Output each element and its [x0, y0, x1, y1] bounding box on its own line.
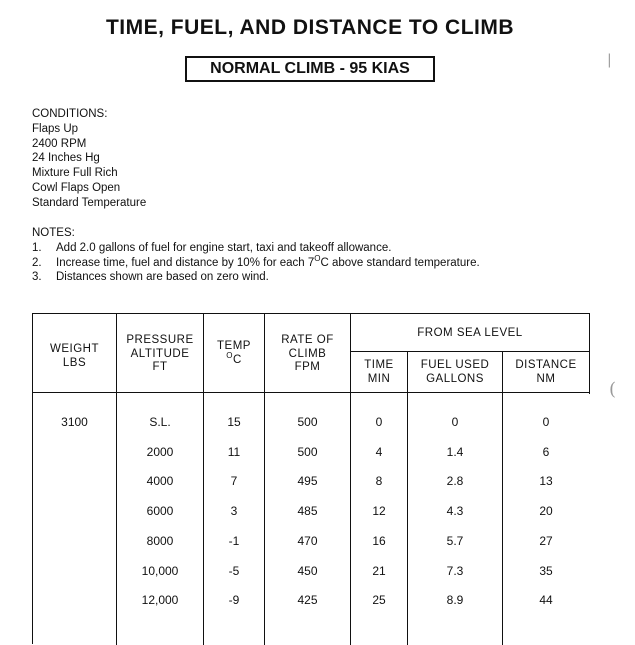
cell-temp: 3 — [230, 504, 238, 519]
cell-roc: 500 — [297, 415, 318, 429]
header-temp-line: TEMP — [217, 340, 251, 352]
condition-item: Flaps Up — [32, 122, 79, 135]
note-item — [32, 253, 480, 271]
header-pressure-line: FT — [152, 361, 168, 373]
header-temp-unit — [204, 350, 264, 368]
cell-time: 25 — [372, 593, 386, 608]
page-title: TIME, FUEL, AND DISTANCE TO CLIMB — [105, 16, 515, 39]
header-weight-line: WEIGHT — [50, 343, 99, 355]
degree-mark: O — [226, 350, 233, 360]
cell-temp: 7 — [230, 474, 238, 489]
header-rate-of-climb — [265, 334, 350, 375]
cell-temp: 15 — [227, 415, 241, 429]
cell-alt: 8000 — [146, 533, 174, 548]
header-from-sea-level: FROM SEA LEVEL — [417, 327, 523, 339]
header-roc-line: CLIMB — [288, 347, 327, 360]
cell-alt: 10,000 — [141, 563, 179, 578]
margin-mark: ( — [609, 379, 617, 400]
cell-time: 21 — [372, 563, 386, 578]
cell-roc: 425 — [297, 593, 318, 608]
note-text: Distances shown are based on zero wind. — [56, 271, 269, 284]
cell-fuel: 0 — [451, 415, 459, 429]
cell-fuel: 8.9 — [446, 593, 464, 608]
header-pressure-line: PRESSURE — [126, 334, 194, 346]
cell-dist: 6 — [542, 444, 550, 459]
climb-table — [32, 313, 590, 644]
cell-temp: -5 — [228, 563, 240, 578]
cell-roc: 470 — [297, 533, 318, 548]
header-fuel-line: GALLONS — [426, 372, 484, 385]
header-distance — [503, 359, 589, 386]
cell-fuel: 7.3 — [446, 563, 464, 578]
cell-time: 16 — [372, 533, 386, 548]
header-fuel-line: FUEL USED — [420, 359, 490, 371]
note-item — [32, 241, 480, 256]
cell-time: 12 — [372, 504, 386, 519]
cell-temp: 11 — [227, 444, 241, 459]
condition-item: Mixture Full Rich — [32, 167, 118, 180]
cell-dist: 0 — [542, 415, 550, 429]
cell-temp: -9 — [228, 593, 240, 608]
header-distance-line: NM — [536, 372, 556, 385]
cell-roc: 450 — [297, 563, 318, 578]
header-time — [351, 359, 407, 386]
degree-mark: O — [314, 253, 321, 263]
note-text-pre: Increase time, fuel and distance by 10% for each 7 — [56, 256, 315, 269]
cell-temp: -1 — [228, 533, 240, 548]
cell-time: 0 — [375, 415, 383, 429]
condition-item: Cowl Flaps Open — [32, 181, 121, 194]
cell-roc: 485 — [297, 504, 318, 519]
notes-heading: NOTES: — [32, 227, 75, 239]
cell-roc: 500 — [297, 444, 318, 459]
header-pressure-altitude — [117, 334, 203, 375]
cell-fuel: 5.7 — [446, 533, 464, 548]
header-roc-line: FPM — [294, 361, 321, 373]
cell-fuel: 4.3 — [446, 504, 464, 519]
header-divider — [350, 351, 590, 352]
header-roc-line: RATE OF — [281, 334, 334, 346]
cell-dist: 13 — [539, 474, 553, 489]
cell-dist: 44 — [539, 593, 553, 608]
cell-fuel: 1.4 — [446, 444, 464, 459]
table-right-border — [589, 314, 590, 394]
header-fuel-used — [408, 359, 502, 386]
cell-alt: 2000 — [146, 444, 174, 459]
condition-item: Standard Temperature — [32, 196, 147, 209]
condition-item: 2400 RPM — [32, 137, 87, 150]
page-subtitle: NORMAL CLIMB - 95 KIAS — [185, 56, 435, 82]
header-weight — [33, 343, 116, 370]
cell-alt: 12,000 — [141, 593, 179, 608]
conditions-block — [32, 107, 146, 211]
note-number: 2. — [32, 256, 42, 269]
cell-dist: 35 — [539, 563, 553, 578]
condition-item: 24 Inches Hg — [32, 152, 100, 165]
header-time-line: MIN — [367, 372, 391, 385]
note-text-post: C above standard temperature. — [320, 256, 480, 269]
header-temp-c: C — [232, 353, 242, 366]
cell-time: 8 — [375, 474, 383, 489]
note-text: Add 2.0 gallons of fuel for engine start, taxi and takeoff allowance. — [56, 241, 392, 254]
cell-time: 4 — [375, 444, 383, 459]
header-bottom-border — [33, 392, 589, 393]
header-distance-line: DISTANCE — [515, 359, 577, 371]
note-item — [32, 270, 480, 285]
cell-fuel: 2.8 — [446, 474, 464, 489]
cell-roc: 495 — [297, 474, 318, 489]
note-number: 1. — [32, 241, 42, 254]
header-temp — [204, 340, 264, 367]
cell-alt: S.L. — [149, 415, 171, 429]
notes-block — [32, 226, 480, 285]
note-number: 3. — [32, 271, 42, 284]
cell-alt: 4000 — [146, 474, 174, 489]
header-time-line: TIME — [364, 359, 394, 371]
margin-mark: | — [607, 52, 612, 68]
weight-value: 3100 — [61, 415, 88, 429]
cell-dist: 20 — [539, 504, 553, 519]
conditions-heading: CONDITIONS: — [32, 108, 108, 120]
cell-dist: 27 — [539, 533, 553, 548]
header-weight-line: LBS — [62, 356, 87, 369]
header-pressure-line: ALTITUDE — [130, 347, 190, 360]
cell-alt: 6000 — [146, 504, 174, 519]
